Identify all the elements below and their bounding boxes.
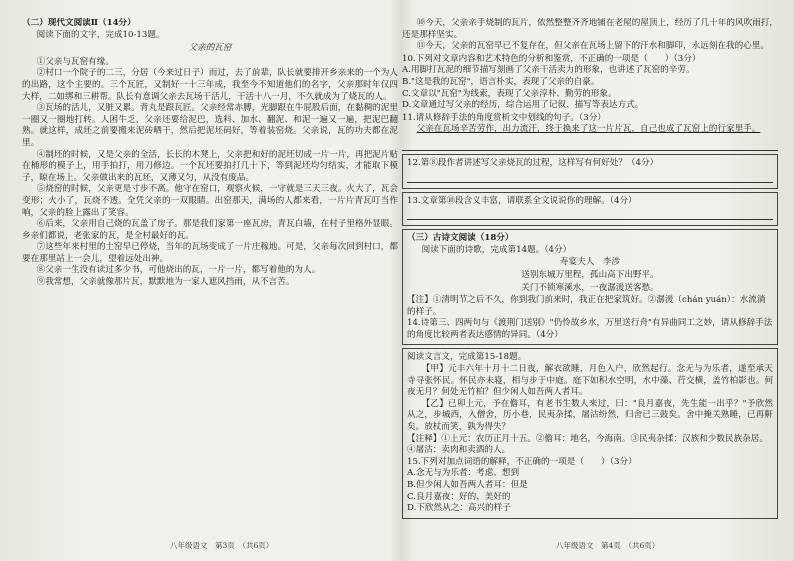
- page-left: [22, 18, 398, 538]
- section3-heading: （三）古诗文阅读（18分）: [407, 233, 514, 244]
- option-d: D.文章通过写父亲的经历，综合运用了记叙、描写等表达方式。: [402, 100, 644, 111]
- quoted-sentence: 父亲在瓦场辛苦劳作，出力流汗，终于换来了这一片片瓦，自己也成了瓦窑上的行家里手。: [416, 124, 761, 135]
- article-paragraph: ⑥后来，父亲用自己烧的瓦盖了房子。那是我们家第一座瓦房，青瓦白墙，在村子里格外显眼。乡亲们都说，老张家的瓦，是全村最好的瓦。: [22, 219, 398, 241]
- reading-instruction: 阅读下面的文字，完成10-13题。: [36, 29, 165, 40]
- answer-line[interactable]: [407, 207, 773, 220]
- article-paragraph: ④制坯的时候，又是父亲的全活，长长的木凳上，父亲把和好的泥坯切成一片一片，再把泥片贴在桶形的模子上，用手拍打，用刀修边。一个瓦坯要拍打几十下，等到泥坯均匀结实，才能取下模子，晾在场上。父亲做出来的瓦坯，又薄又匀，从没有废品。: [22, 149, 398, 183]
- article-paragraph: ⑧父亲一生没有读过多少书，可他烧出的瓦，一片一片，都写着他的为人。: [36, 265, 321, 276]
- section3-instruction: 阅读下面的诗歌，完成第14题。（4分）: [421, 244, 572, 255]
- poem-notes: 【注】①清明节之后不久，你到我门前来时，我正在把家筑好。②潺湲（chán yuán）：水流淌的样子。: [407, 295, 766, 317]
- article-paragraph: ⑤烧窑的时候，父亲更是寸步不离。他守在窑口，观察火候，一守就是三天三夜。火大了，瓦会变形；火小了，瓦烧不透。全凭父亲的一双眼睛。出窑那天，满场的人都来看，一片片青瓦叮当作响，父亲的脸上露出了笑容。: [22, 184, 398, 218]
- page-footer-left: 八年级语文 第3页 （共6页）: [170, 541, 274, 550]
- option-c: C.良月嘉夜：好的、美好的: [407, 491, 511, 502]
- option-d: D.下欣然从之：高兴的样子: [407, 503, 511, 514]
- article-paragraph: ⑦这些年来村里的土窑早已停烧，当年的瓦场变成了一片庄稼地。可是，父亲每次回到村口，都要在那里站上一会儿，望着远处出神。: [22, 242, 398, 264]
- article-paragraph: ⑨我常想，父亲就像那片瓦，默默地为一家人遮风挡雨，从不言苦。: [36, 277, 295, 288]
- option-a: A.用脚打瓦泥的细节描写刻画了父亲干活卖力的形象，也讲述了瓦窑的辛劳。: [402, 65, 695, 76]
- answer-line[interactable]: [407, 170, 773, 183]
- page-footer-right: 八年级语文 第4页 （共6页）: [556, 541, 660, 550]
- question-box: [402, 154, 778, 189]
- option-c: C.文章以"瓦窑"为线索，表现了父亲淳朴、勤劳的形象。: [402, 88, 617, 99]
- article-title: 父亲的瓦窑: [188, 43, 232, 54]
- question-10: 10.下列对文章内容和艺术特色的分析和鉴赏，不正确的一项是（ ）（3分）: [402, 53, 701, 64]
- section-heading: （二）现代文阅读Ⅱ（14分）: [22, 18, 136, 28]
- question-11: 11.请从修辞手法的角度赏析文中划线的句子。（3分）: [402, 112, 606, 123]
- question-13: 13.文章第⑩段含义丰富，请联系全文说说你的理解。（4分）: [407, 195, 637, 206]
- article-paragraph: ②村口一个院子的二三，分居（今来过日子）而过，去了前辈，队长就要排开乡亲来的一个为人的出路，这个主要的。三个瓦匠，又制好一十三年成，我至今不知道他们的名字，父亲那时年仅四大样，二如绑和三耕帮。队长有意调父亲去瓦场干活儿，干活十八一月，不久就成为了烧瓦的人。: [22, 68, 398, 102]
- annotation: 【注释】①上元：农历正月十五。②儋耳：地名，今海南。③民夷杂揉：汉族和少数民族杂居。④屠沽：卖肉和卖酒的人。: [407, 433, 768, 456]
- article-paragraph: ⑪今天，父亲的瓦窑早已不复存在，但父亲在瓦场上留下的汗水和脚印，永远刻在我的心里。: [416, 41, 769, 52]
- poem-title: 寿宴夫人 李涉: [559, 257, 621, 268]
- article-paragraph: ③瓦场的活儿，又脏又累。背丸是跟瓦匠。父亲经常赤膊，光脚跟在牛屁股后面，在黏稠的泥里一圈又一圈地打转。人困牛乏，父亲还要给泥巴，选料、加水、翻泥、和泥一遍又一遍，把泥巴翻熟。就这样，成坯之前要搬来泥砖晒干，然后把泥坯码好，等着装窑烧。父亲说，瓦的功夫都在泥里。: [22, 103, 398, 148]
- classical-box: [402, 348, 778, 518]
- classical-text-a: 【甲】元丰六年十月十二日夜，解衣欲睡，月色入户，欣然起行。念无与为乐者，遂至承天寺寻张怀民。怀民亦未寝，相与步于中庭。庭下如积水空明，水中藻、荇交横，盖竹柏影也。何夜无月？何处无竹柏？但少闲人如吾两人者耳。: [407, 364, 773, 398]
- article-paragraph: ①父亲与瓦窑有缘。: [36, 56, 114, 67]
- classical-text-b: 【乙】已卯上元，予在儋耳，有老书生数人来过，曰："良月嘉夜，先生能一出乎？"予欣然从之，步城西，入僧舍，历小巷，民夷杂揉，屠沽纷然，归舍已三鼓矣。舍中掩关熟睡，已再鼾矣。放杖而笑，孰为得失？: [407, 398, 773, 433]
- option-b: B.但少闲人如吾两人者耳：但是: [407, 480, 528, 490]
- question-box: [402, 192, 778, 227]
- classical-instruction: 阅读文言文，完成第15-18题。: [407, 352, 527, 363]
- option-a: A.念无与为乐者：考虑、想到: [407, 468, 520, 479]
- question-14: 14.诗第三、四两句与《渡荆门送别》"仍怜故乡水，万里送行舟"有异曲同工之妙，请从修辞手法的角度比较两者表达感情的异同。（4分）: [407, 318, 773, 340]
- poem-line: 送别东城万里程，孤山高下出野平。: [521, 269, 659, 280]
- question-15: 15.下列对加点词语的解释，不正确的一项是（ ）（3分）: [407, 456, 637, 467]
- page-right: [402, 18, 778, 538]
- poem-box: [402, 229, 778, 345]
- answer-line[interactable]: [402, 137, 778, 151]
- poem-line: 关门不锁寒溪水，一夜潺湲送客愁。: [521, 282, 659, 293]
- article-paragraph: ⑩今天，父亲亲手烧制的瓦片，依然整整齐齐地铺在老屋的屋顶上，经历了几十年的风吹雨打，还是那样坚实。: [402, 18, 778, 40]
- question-12: 12.第⑧段作者讲述写父亲烧瓦的过程，这样写有何好处？（4分）: [407, 157, 659, 168]
- option-b: B."这是我的瓦窑"，语言朴实，表现了父亲的自豪。: [402, 76, 600, 87]
